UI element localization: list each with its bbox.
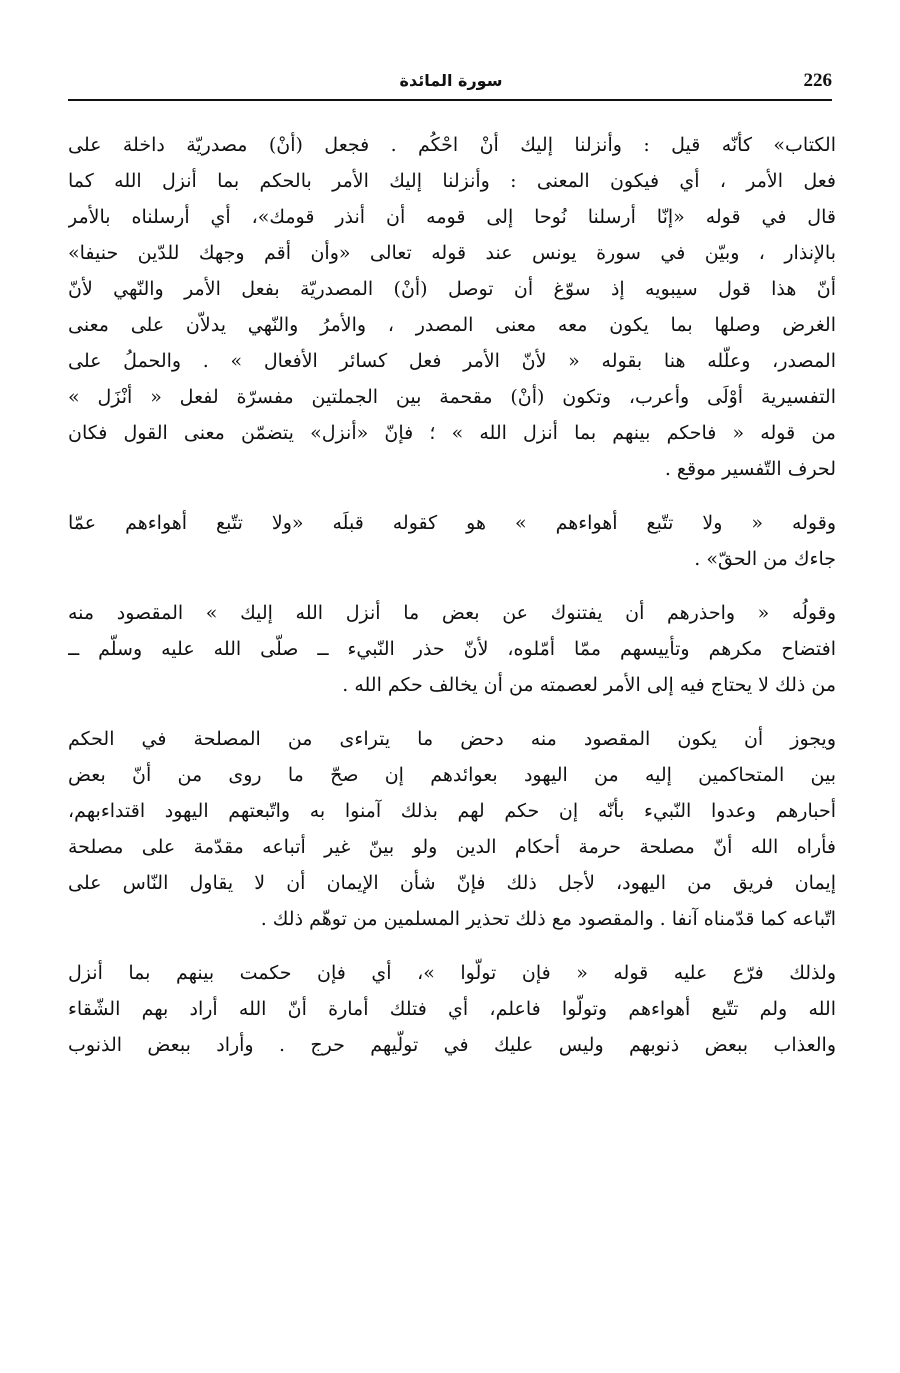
- text-line: الكتاب» كأنّه قيل : وأنزلنا إليك أنْ احْكُم . فجعل (أنْ) مصدريّة داخلة على: [68, 134, 836, 156]
- paragraph: [68, 721, 836, 937]
- text-line: المصدر، وعلّله هنا بقوله « لأنّ الأمر فعل كسائر الأفعال » . والحملُ على: [68, 350, 836, 372]
- page-header: [70, 70, 832, 96]
- paragraph: [68, 595, 836, 703]
- text-line: جاءك من الحقّ» .: [694, 548, 836, 570]
- paragraph-gap: [68, 487, 836, 505]
- text-line: والعذاب ببعض ذنوبهم وليس عليك في تولّيهم حرج . وأراد ببعض الذنوب: [68, 1034, 836, 1056]
- text-line: ولذلك فرّع عليه قوله « فإن تولّوا »، أي فإن حكمت بينهم بما أنزل: [68, 962, 836, 984]
- paragraph-gap: [68, 577, 836, 595]
- paragraph-gap: [68, 703, 836, 721]
- paragraph: [68, 505, 836, 577]
- text-line: وقوله « ولا تتّبع أهواءهم » هو كقوله قبلَه «ولا تتّبع أهواءهم عمّا: [68, 512, 836, 534]
- text-line: بالإنذار ، وبيّن في سورة يونس عند قوله تعالى «وأن أقم وجهك للدّين حنيفا»: [68, 242, 836, 264]
- text-line: لحرف التّفسير موقع .: [664, 458, 836, 480]
- text-line: من قوله « فاحكم بينهم بما أنزل الله » ؛ فإنّ «أنزل» يتضمّن معنى القول فكان: [68, 422, 836, 444]
- text-line: افتضاح مكرهم وتأييسهم ممّا أمّلوه، لأنّ حذر النّبيء ــ صلّى الله عليه وسلّم ــ: [68, 638, 836, 660]
- text-line: وقولُه « واحذرهم أن يفتنوك عن بعض ما أنزل الله إليك » المقصود منه: [68, 602, 836, 624]
- text-line: فأراه الله أنّ مصلحة حرمة أحكام الدين ولو بينّ غير أتباعه مقدّمة على مصلحة: [68, 836, 836, 858]
- header-rule: [68, 99, 832, 101]
- text-line: ويجوز أن يكون المقصود منه دحض ما يتراءى من المصلحة في الحكم: [68, 728, 836, 750]
- running-title: سورة المائدة: [399, 71, 503, 90]
- paragraph: [68, 127, 836, 487]
- text-line: أحبارهم وعدوا النّبيء بأنّه إن حكم لهم بذلك آمنوا به واتّبعتهم اليهود اقتداءبهم،: [68, 800, 836, 822]
- text-line: الله ولم تتّبع أهواءهم وتولّوا فاعلم، أي فتلك أمارة أنّ الله أراد بهم الشّقاء: [68, 998, 836, 1020]
- page-body: [68, 127, 836, 1063]
- text-line: إيمان فريق من اليهود، لأجل ذلك فإنّ شأن الإيمان أن لا يقاول النّاس على: [68, 872, 836, 894]
- paragraph: [68, 955, 836, 1063]
- page-number: 226: [803, 70, 832, 91]
- text-line: اتّباعه كما قدّمناه آنفا . والمقصود مع ذلك تحذير المسلمين من توهّم ذلك .: [260, 908, 836, 930]
- text-line: فعل الأمر ، أي فيكون المعنى : وأنزلنا إليك الأمر بالحكم بما أنزل الله كما: [68, 170, 836, 192]
- text-line: التفسيرية أوْلَى وأعرب، وتكون (أنْ) مقحمة بين الجملتين مفسرّة لفعل « أنْزَل »: [68, 386, 836, 408]
- paragraph-gap: [68, 937, 836, 955]
- text-line: من ذلك لا يحتاج فيه إلى الأمر لعصمته من أن يخالف حكم الله .: [342, 674, 836, 696]
- text-line: أنّ هذا قول سيبويه إذ سوّغ أن توصل (أنْ) المصدريّة بفعل الأمر والنّهي لأنّ: [68, 278, 836, 300]
- text-line: الغرض وصلها بما يكون معه معنى المصدر ، والأمرُ والنّهي يدلاّن على معنى: [68, 314, 836, 336]
- text-line: قال في قوله «إنّا أرسلنا نُوحا إلى قومه أن أنذر قومك»، أي أرسلناه بالأمر: [68, 206, 836, 228]
- text-line: بين المتحاكمين إليه من اليهود بعوائدهم إن صحّ ما روى من أنّ بعض: [68, 764, 836, 786]
